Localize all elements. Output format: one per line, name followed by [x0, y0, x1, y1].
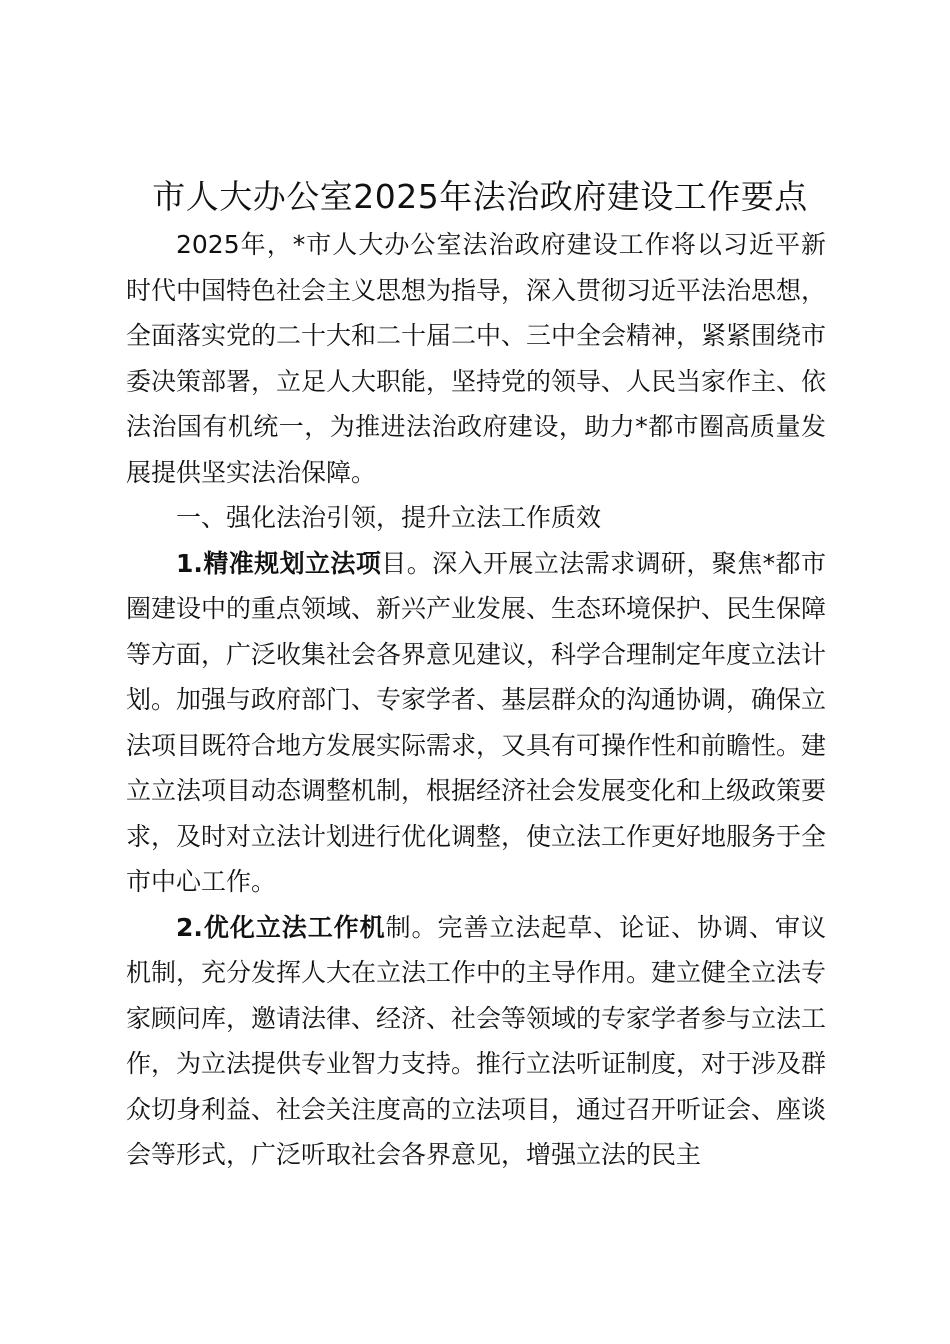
document-title: 市人大办公室2025年法治政府建设工作要点	[152, 177, 808, 216]
section-heading-1: 一、强化法治引领，提升立法工作质效	[176, 503, 602, 532]
item-2-text: 制。完善立法起草、论证、协调、审议机制，充分发挥人大在立法工作中的主导作用。建立健全立法专家顾问库，邀请法律、经济、社会等领域的专家学者参与立法工作，为立法提供专业智力支持。推行立法听证制度，对于涉及群众切身利益、社会关注度高的立法项目，通过召开听证会、座谈会等形式，广泛听取社会各界意见，增强立法的民主	[126, 912, 827, 1169]
item-1-text: 目。深入开展立法需求调研，聚焦*都市圈建设中的重点领域、新兴产业发展、生态环境保护、民生保障等方面，广泛收集社会各界意见建议，科学合理制定年度立法计划。加强与政府部门、专家学者、基层群众的沟通协调，确保立法项目既符合地方发展实际需求，又具有可操作性和前瞻性。建立立法项目动态调整机制，根据经济社会发展变化和上级政策要求，及时对立法计划进行优化调整，使立法工作更好地服务于全市中心工作。	[126, 548, 827, 896]
intro-paragraph: 2025年，*市人大办公室法治政府建设工作将以习近平新时代中国特色社会主义思想为指导，深入贯彻习近平法治思想，全面落实党的二十大和二十届二中、三中全会精神，紧紧围绕市委决策部署，立足人大职能，坚持党的领导、人民当家作主、依法治国有机统一，为推进法治政府建设，助力*都市圈高质量发展提供坚实法治保障。	[126, 230, 827, 487]
item-1-paragraph	[126, 541, 826, 905]
document-body	[126, 222, 826, 1178]
item-2-lead: 2.优化立法工作机	[176, 912, 386, 942]
item-2-paragraph	[126, 905, 826, 1178]
item-1-lead: 1.精准规划立法项	[176, 548, 382, 578]
